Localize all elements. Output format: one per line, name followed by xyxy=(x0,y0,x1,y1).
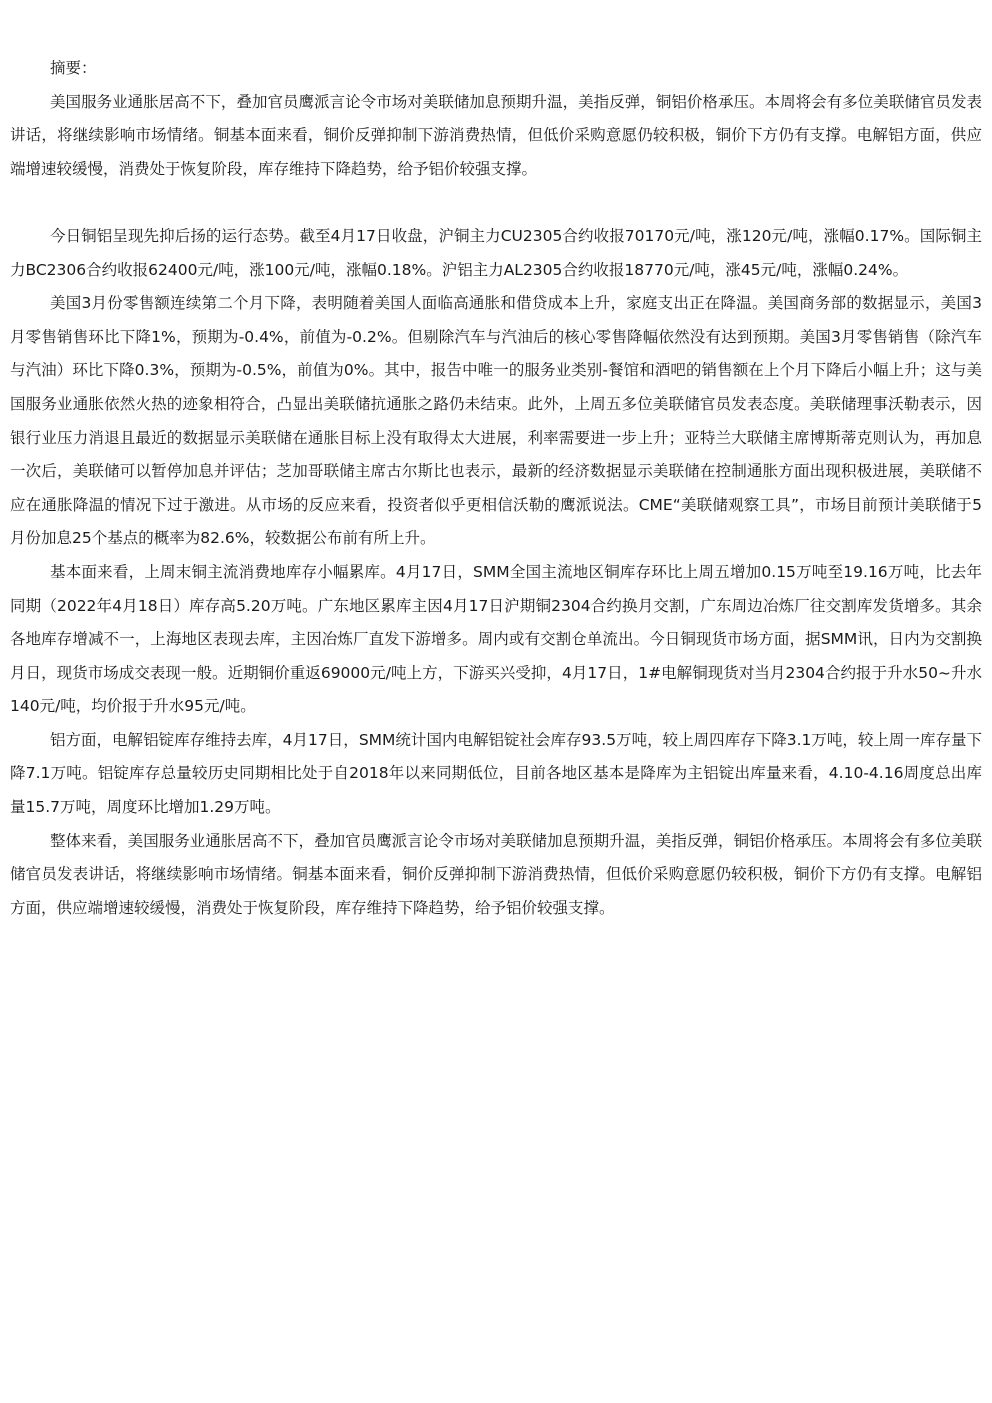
document-body xyxy=(10,52,982,925)
copper-fundamentals-paragraph: 基本面来看，上周末铜主流消费地库存小幅累库。4月17日，SMM全国主流地区铜库存环比上周五增加0.15万吨至19.16万吨，比去年同期（2022年4月18日）库存高5.20万吨。广东地区累库主因4月17日沪期铜2304合约换月交割，广东周边冶炼厂往交割库发货增多。其余各地库存增减不一，上海地区表现去库，主因冶炼厂直发下游增多。周内或有交割仓单流出。今日铜现货市场方面，据SMM讯，日内为交割换月日，现货市场成交表现一般。近期铜价重返69000元/吨上方，下游买兴受抑，4月17日，1#电解铜现货对当月2304合约报于升水50~升水140元/吨，均价报于升水95元/吨。 xyxy=(10,562,982,716)
summary-paragraph: 美国服务业通胀居高不下，叠加官员鹰派言论令市场对美联储加息预期升温，美指反弹，铜铝价格承压。本周将会有多位美联储官员发表讲话，将继续影响市场情绪。铜基本面来看，铜价反弹抑制下游消费热情，但低价采购意愿仍较积极，铜价下方仍有支撑。电解铝方面，供应端增速较缓慢，消费处于恢复阶段，库存维持下降趋势，给予铝价较强支撑。 xyxy=(10,92,982,178)
aluminum-paragraph: 铝方面，电解铝锭库存维持去库，4月17日，SMM统计国内电解铝锭社会库存93.5万吨，较上周四库存下降3.1万吨，较上周一库存量下降7.1万吨。铝锭库存总量较历史同期相比处于自2018年以来同期低位，目前各地区基本是降库为主铝锭出库量来看，4.10-4.16周度总出库量15.7万吨，周度环比增加1.29万吨。 xyxy=(10,730,982,817)
blank-line xyxy=(10,186,982,220)
macro-news-paragraph: 美国3月份零售额连续第二个月下降，表明随着美国人面临高通胀和借贷成本上升，家庭支出正在降温。美国商务部的数据显示，美国3月零售销售环比下降1%，预期为-0.4%，前值为-0.2%。但剔除汽车与汽油后的核心零售降幅依然没有达到预期。美国3月零售销售（除汽车与汽油）环比下降0.3%，预期为-0.5%，前值为0%。其中，报告中唯一的服务业类别-餐馆和酒吧的销售额在上个月下降后小幅上升；这与美国服务业通胀依然火热的迹象相符合，凸显出美联储抗通胀之路仍未结束。此外，上周五多位美联储官员发表态度。美联储理事沃勒表示，因银行业压力消退且最近的数据显示美联储在通胀目标上没有取得太大进展，利率需要进一步上升；亚特兰大联储主席博斯蒂克则认为，再加息一次后，美联储可以暂停加息并评估；芝加哥联储主席古尔斯比也表示，最新的经济数据显示美联储在控制通胀方面出现积极进展，美联储不应在通胀降温的情况下过于激进。从市场的反应来看，投资者似乎更相信沃勒的鹰派说法。CME“美联储观察工具”，市场目前预计美联储于5月份加息25个基点的概率为82.6%，较数据公布前有所上升。 xyxy=(10,294,982,548)
summary-heading: 摘要： xyxy=(50,59,97,77)
conclusion-paragraph: 整体来看，美国服务业通胀居高不下，叠加官员鹰派言论令市场对美联储加息预期升温，美指反弹，铜铝价格承压。本周将会有多位美联储官员发表讲话，将继续影响市场情绪。铜基本面来看，铜价反弹抑制下游消费热情，但低价采购意愿仍较积极，铜价下方仍有支撑。电解铝方面，供应端增速较缓慢，消费处于恢复阶段，库存维持下降趋势，给予铝价较强支撑。 xyxy=(10,831,982,917)
market-overview-paragraph: 今日铜铝呈现先抑后扬的运行态势。截至4月17日收盘，沪铜主力CU2305合约收报70170元/吨，涨120元/吨，涨幅0.17%。国际铜主力BC2306合约收报62400元/吨，涨100元/吨，涨幅0.18%。沪铝主力AL2305合约收报18770元/吨，涨45元/吨，涨幅0.24%。 xyxy=(10,226,982,279)
